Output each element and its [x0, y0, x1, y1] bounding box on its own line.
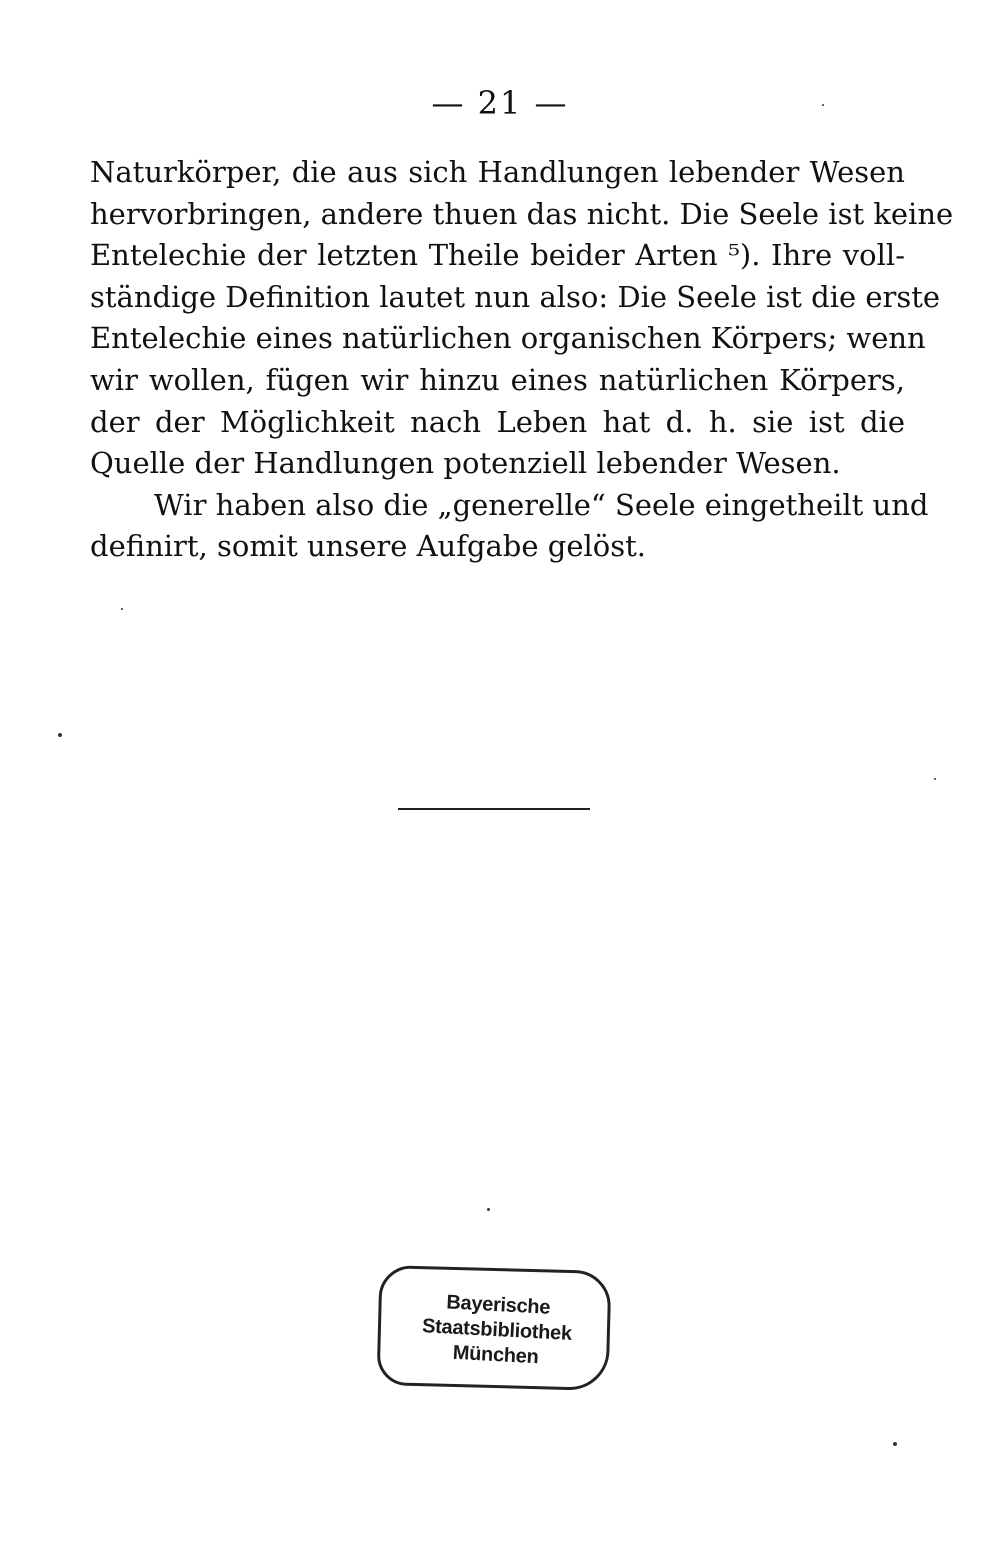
text-line: Quelle der Handlungen potenziell lebender Wesen.	[90, 446, 841, 481]
section-divider	[398, 808, 590, 810]
text-line: hervorbringen, andere thuen das nicht. Die Seele ist keine	[90, 196, 954, 231]
scan-speck	[58, 733, 62, 737]
text-line: Wir haben also die „generelle“ Seele eingetheilt und	[154, 487, 929, 522]
scan-speck	[121, 608, 123, 610]
stamp-line: München	[452, 1341, 540, 1369]
library-stamp	[376, 1265, 611, 1391]
text-line: Entelechie der letzten Theile beider Arten ⁵). Ihre voll-	[90, 238, 905, 273]
stamp-text	[379, 1287, 615, 1374]
scan-speck	[934, 778, 936, 780]
scan-speck	[822, 104, 824, 106]
text-line: Naturkörper, die aus sich Handlungen lebender Wesen	[90, 155, 905, 189]
body-text	[90, 152, 954, 568]
scan-speck	[893, 1442, 897, 1446]
text-line: der der Möglichkeit nach Leben hat d. h. sie ist die	[90, 404, 905, 439]
text-line: ständige Definition lautet nun also: Die Seele ist die erste	[90, 279, 941, 314]
text-line: definirt, somit unsere Aufgabe gelöst.	[90, 529, 646, 564]
text-line: wir wollen, fügen wir hinzu eines natürlichen Körpers,	[90, 362, 905, 397]
text-line: Entelechie eines natürlichen organischen Körpers; wenn	[90, 321, 926, 356]
stamp-line: Bayerische	[445, 1291, 551, 1319]
stamp-line: Staatsbibliothek	[421, 1315, 573, 1345]
scan-speck	[487, 1208, 490, 1211]
page-number: — 21 —	[431, 84, 569, 122]
